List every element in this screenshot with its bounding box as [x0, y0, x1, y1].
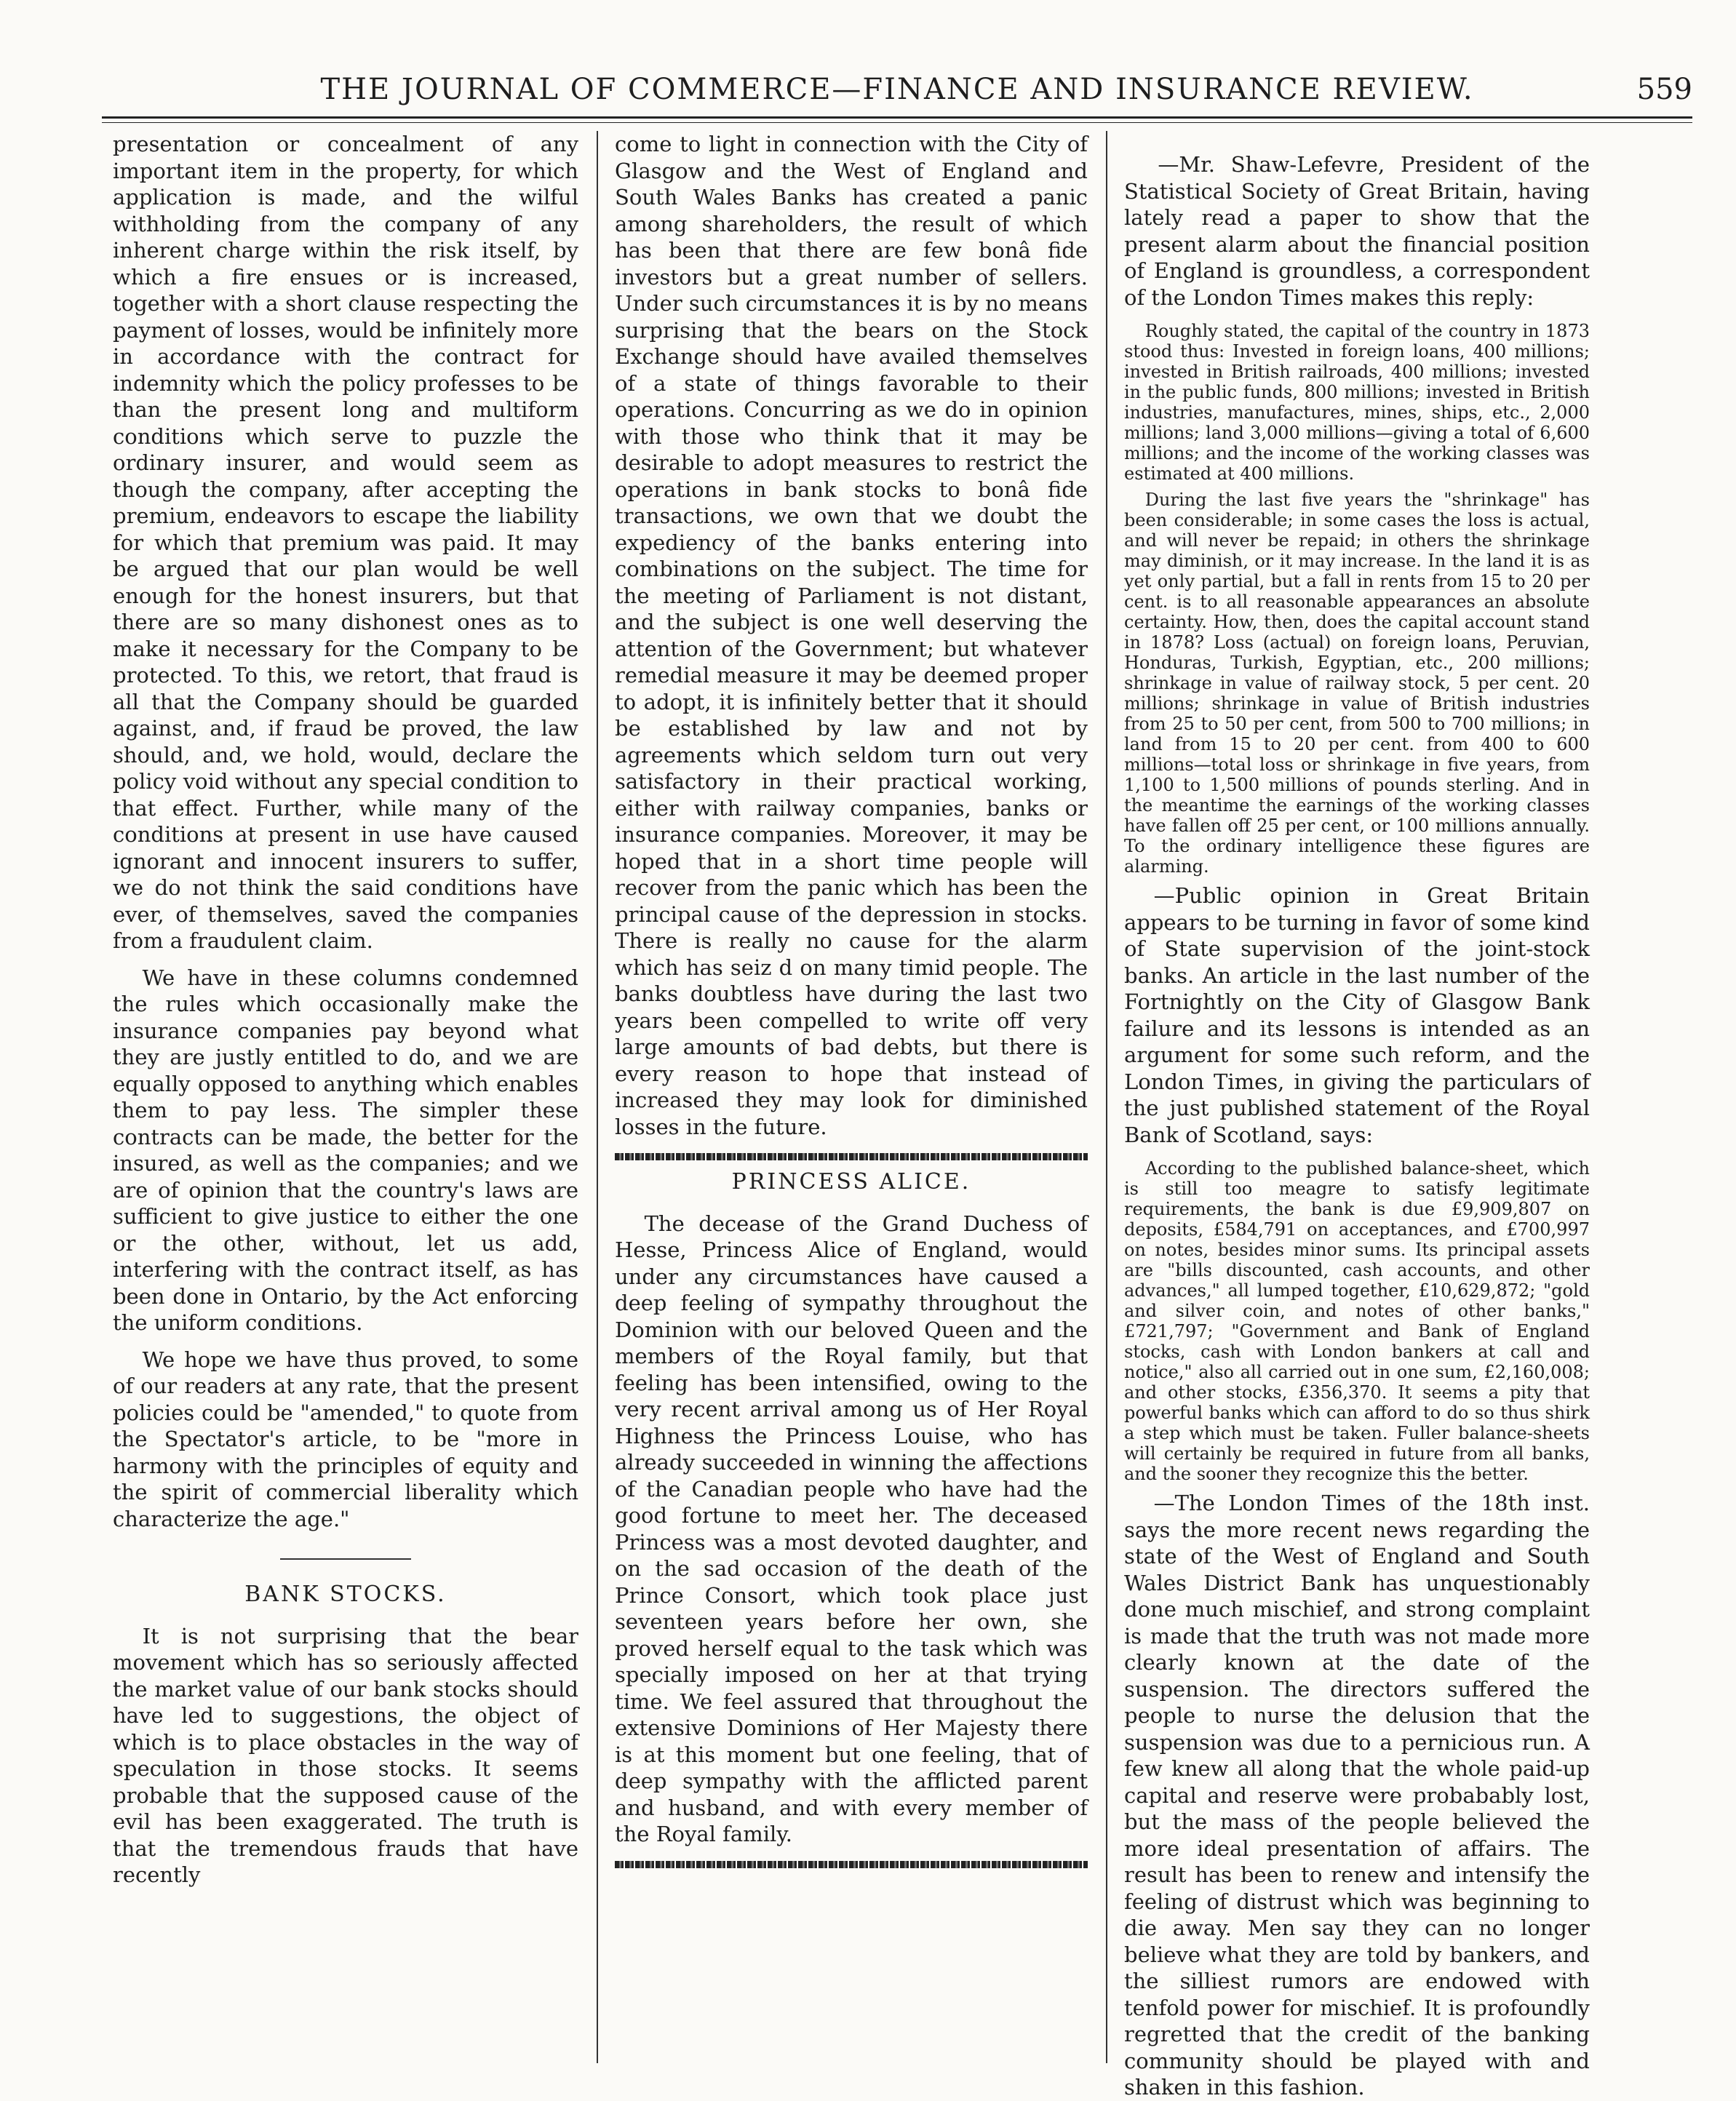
- ornamental-rule: [615, 1153, 1088, 1160]
- column-3: [1124, 131, 1590, 2100]
- column-divider: [1106, 131, 1107, 2063]
- masthead: [102, 67, 1692, 111]
- paragraph: presentation or concealment of any important item in the property, for which application is made, and the wilful withholding from the company of any inherent charge within the risk itself, by which a fire ensues or is increased, together with a short clause respecting the payment of losses, would be infinitely more in accordance with the contract for indemnity which the policy professes to be than the present long and multiform conditions which serve to puzzle the ordinary insurer, and would seem as though the company, after accepting the premium, endeavors to escape the liability for which that premium was paid. It may be argued that our plan would be well enough for the honest insurers, but that there are so many dishonest ones as to make it necessary for the Company to be protected. To this, we retort, that fraud is all that the Company should be guarded against, and, if fraud be proved, the law should, and, we hold, would, declare the policy void without any special condition to that effect. Further, while many of the conditions at present in use have caused ignorant and innocent insurers to suffer, we do not think the said conditions have ever, of themselves, saved the companies from a fraudulent claim.: [113, 132, 578, 953]
- news-item: —The London Times of the 18th inst. says the more recent news regarding the state of the West of England and South Wales District Bank has unquestionably done much mischief, and strong complaint is made that the truth was not made more clearly known at the date of the suspension. The directors suffered the people to nurse the delusion that the suspension was due to a pernicious run. A few knew all along that the whole paid-up capital and reserve were probabably lost, but the mass of the people believed the more ideal presentation of affairs. The result has been to renew and intensify the feeling of distrust which was beginning to die away. Men say they can no longer believe what they are told by bankers, and the silliest rumors are endowed with tenfold power for mischief. It is profoundly regretted that the credit of the banking community should be played with and shaken in this fashion.: [1124, 1491, 1590, 2100]
- journal-title: THE JOURNAL OF COMMERCE—FINANCE AND INSURANCE REVIEW.: [320, 73, 1474, 106]
- column-2: [615, 131, 1088, 2063]
- paragraph: We hope we have thus proved, to some of our readers at any rate, that the present policies could be "amended," to quote from the Spectator's article, to be "more in harmony with the principles of equity and the spirit of commercial liberality which characterize the age.": [113, 1347, 578, 1531]
- paragraph: come to light in connection with the City of Glasgow and the West of England and South Wales Banks has created a panic among shareholders, the result of which has been that there are few bonâ fide investors but a great number of sellers. Under such circumstances it is by no means surprising that the bears on the Stock Exchange should have availed themselves of a state of things favorable to their operations. Concurring as we do in opinion with those who think that it may be desirable to adopt measures to restrict the operations in bank stocks to bonâ fide transactions, we own that we doubt the expediency of the banks entering into combinations on the subject. The time for the meeting of Parliament is not distant, and the subject is one well deserving the attention of the Government; but whatever remedial measure it may be deemed proper to adopt, it is infinitely better that it should be established by law and not by agreements which seldom turn out very satisfactory in their practical working, either with railway companies, banks or insurance companies. Moreover, it may be hoped that in a short time people will recover from the panic which has been the principal cause of the depression in stocks. There is really no cause for the alarm which has seiz d on many timid people. The banks doubtless have during the last two years been compelled to write off very large amounts of bad debts, but there is every reason to hope that instead of increased they may look for diminished losses in the future.: [615, 132, 1088, 1139]
- quoted-text: Roughly stated, the capital of the country in 1873 stood thus: Invested in foreign loans, 400 millions; invested in British railroads, 400 millions; invested in the public funds, 800 millions; invested in British industries, manufactures, mines, ships, etc., 2,000 millions; land 3,000 millions—giving a total of 6,600 millions; and the income of the working classes was estimated at 400 millions.: [1124, 321, 1590, 484]
- column-1: [113, 131, 578, 2063]
- paragraph: The decease of the Grand Duchess of Hesse, Princess Alice of England, would under any circumstances have caused a deep feeling of sympathy throughout the Dominion with our beloved Queen and the members of the Royal family, but that feeling has been intensified, owing to the very recent arrival among us of Her Royal Highness the Princess Louise, who has already succeeded in winning the affections of the Canadian people who have had the good fortune to meet her. The deceased Princess was a most devoted daughter, and on the sad occasion of the death of the Prince Consort, which took place just seventeen years before her own, she proved herself equal to the task which was specially imposed on her at that trying time. We feel assured that throughout the extensive Dominions of Her Majesty there is at this moment but one feeling, that of deep sympathy with the afflicted parent and husband, and with every member of the Royal family.: [615, 1211, 1088, 1846]
- ornamental-rule: [615, 1861, 1088, 1868]
- header-rule: [102, 116, 1692, 119]
- section-heading-princess-alice: PRINCESS ALICE.: [731, 1169, 971, 1195]
- news-item: —Mr. Shaw-Lefevre, President of the Statistical Society of Great Britain, having lately read a paper to show that the present alarm about the financial position of England is groundless, a correspondent of the London Times makes this reply:: [1124, 152, 1590, 310]
- quoted-text: During the last five years the "shrinkage" has been considerable; in some cases the loss is actual, and will never be repaid; in others the shrinkage may diminish, or it may increase. In the land it is as yet only partial, but a fall in rents from 15 to 20 per cent. is to all reasonable appearances an absolute certainty. How, then, does the capital account stand in 1878? Loss (actual) on foreign loans, Peruvian, Honduras, Turkish, Egyptian, etc., 200 millions; shrinkage in value of railway stock, 5 per cent. 20 millions; shrinkage in value of British industries from 25 to 50 per cent, from 500 to 700 millions; in land from 15 to 20 per cent. from 400 to 600 millions—total loss or shrinkage in five years, from 1,100 to 1,500 millions of pounds sterling. And in the meantime the earnings of the working classes have fallen off 25 per cent, or 100 millions annually. To the ordinary intelligence these figures are alarming.: [1124, 490, 1590, 877]
- paragraph: We have in these columns condemned the rules which occasionally make the insurance companies pay beyond what they are justly entitled to do, and we are equally opposed to anything which enables them to pay less. The simpler these contracts can be made, the better for the insured, as well as the companies; and we are of opinion that the country's laws are sufficient to give justice to either the one or the other, without, let us add, interfering with the contract itself, as has been done in Ontario, by the Act enforcing the uniform conditions.: [113, 965, 578, 1335]
- quoted-text: According to the published balance-sheet, which is still too meagre to satisfy legitimate requirements, the bank is due £9,909,807 on deposits, £584,791 on acceptances, and £700,997 on notes, besides minor sums. Its principal assets are "bills discounted, cash accounts, and other advances," all lumped together, £10,629,872; "gold and silver coin, and notes of other banks," £721,797; "Government and Bank of England stocks, cash with London bankers at call and notice," also all carried out in one sum, £2,160,008; and other stocks, £356,370. It seems a pity that powerful banks which can afford to do so thus shirk a step which must be taken. Fuller balance-sheets will certainly be required in future from all banks, and the sooner they recognize this the better.: [1124, 1158, 1590, 1484]
- paragraph: It is not surprising that the bear movement which has so seriously affected the market value of our bank stocks should have led to suggestions, the object of which is to place obstacles in the way of speculation in those stocks. It seems probable that the supposed cause of the evil has been exaggerated. The truth is that the tremendous frauds that have recently: [113, 1623, 578, 1887]
- section-heading-bank-stocks: BANK STOCKS.: [244, 1582, 447, 1607]
- news-item: —Public opinion in Great Britain appears to be turning in favor of some kind of State supervision of the joint-stock banks. An article in the last number of the Fortnightly on the City of Glasgow Bank failure and its lessons is intended as an argument for some such reform, and the London Times, in giving the particulars of the just published statement of the Royal Bank of Scotland, says:: [1124, 883, 1590, 1147]
- header-rule-thin: [102, 122, 1692, 123]
- section-divider: [280, 1558, 411, 1560]
- column-divider: [597, 131, 598, 2063]
- page-number: 559: [1636, 73, 1692, 106]
